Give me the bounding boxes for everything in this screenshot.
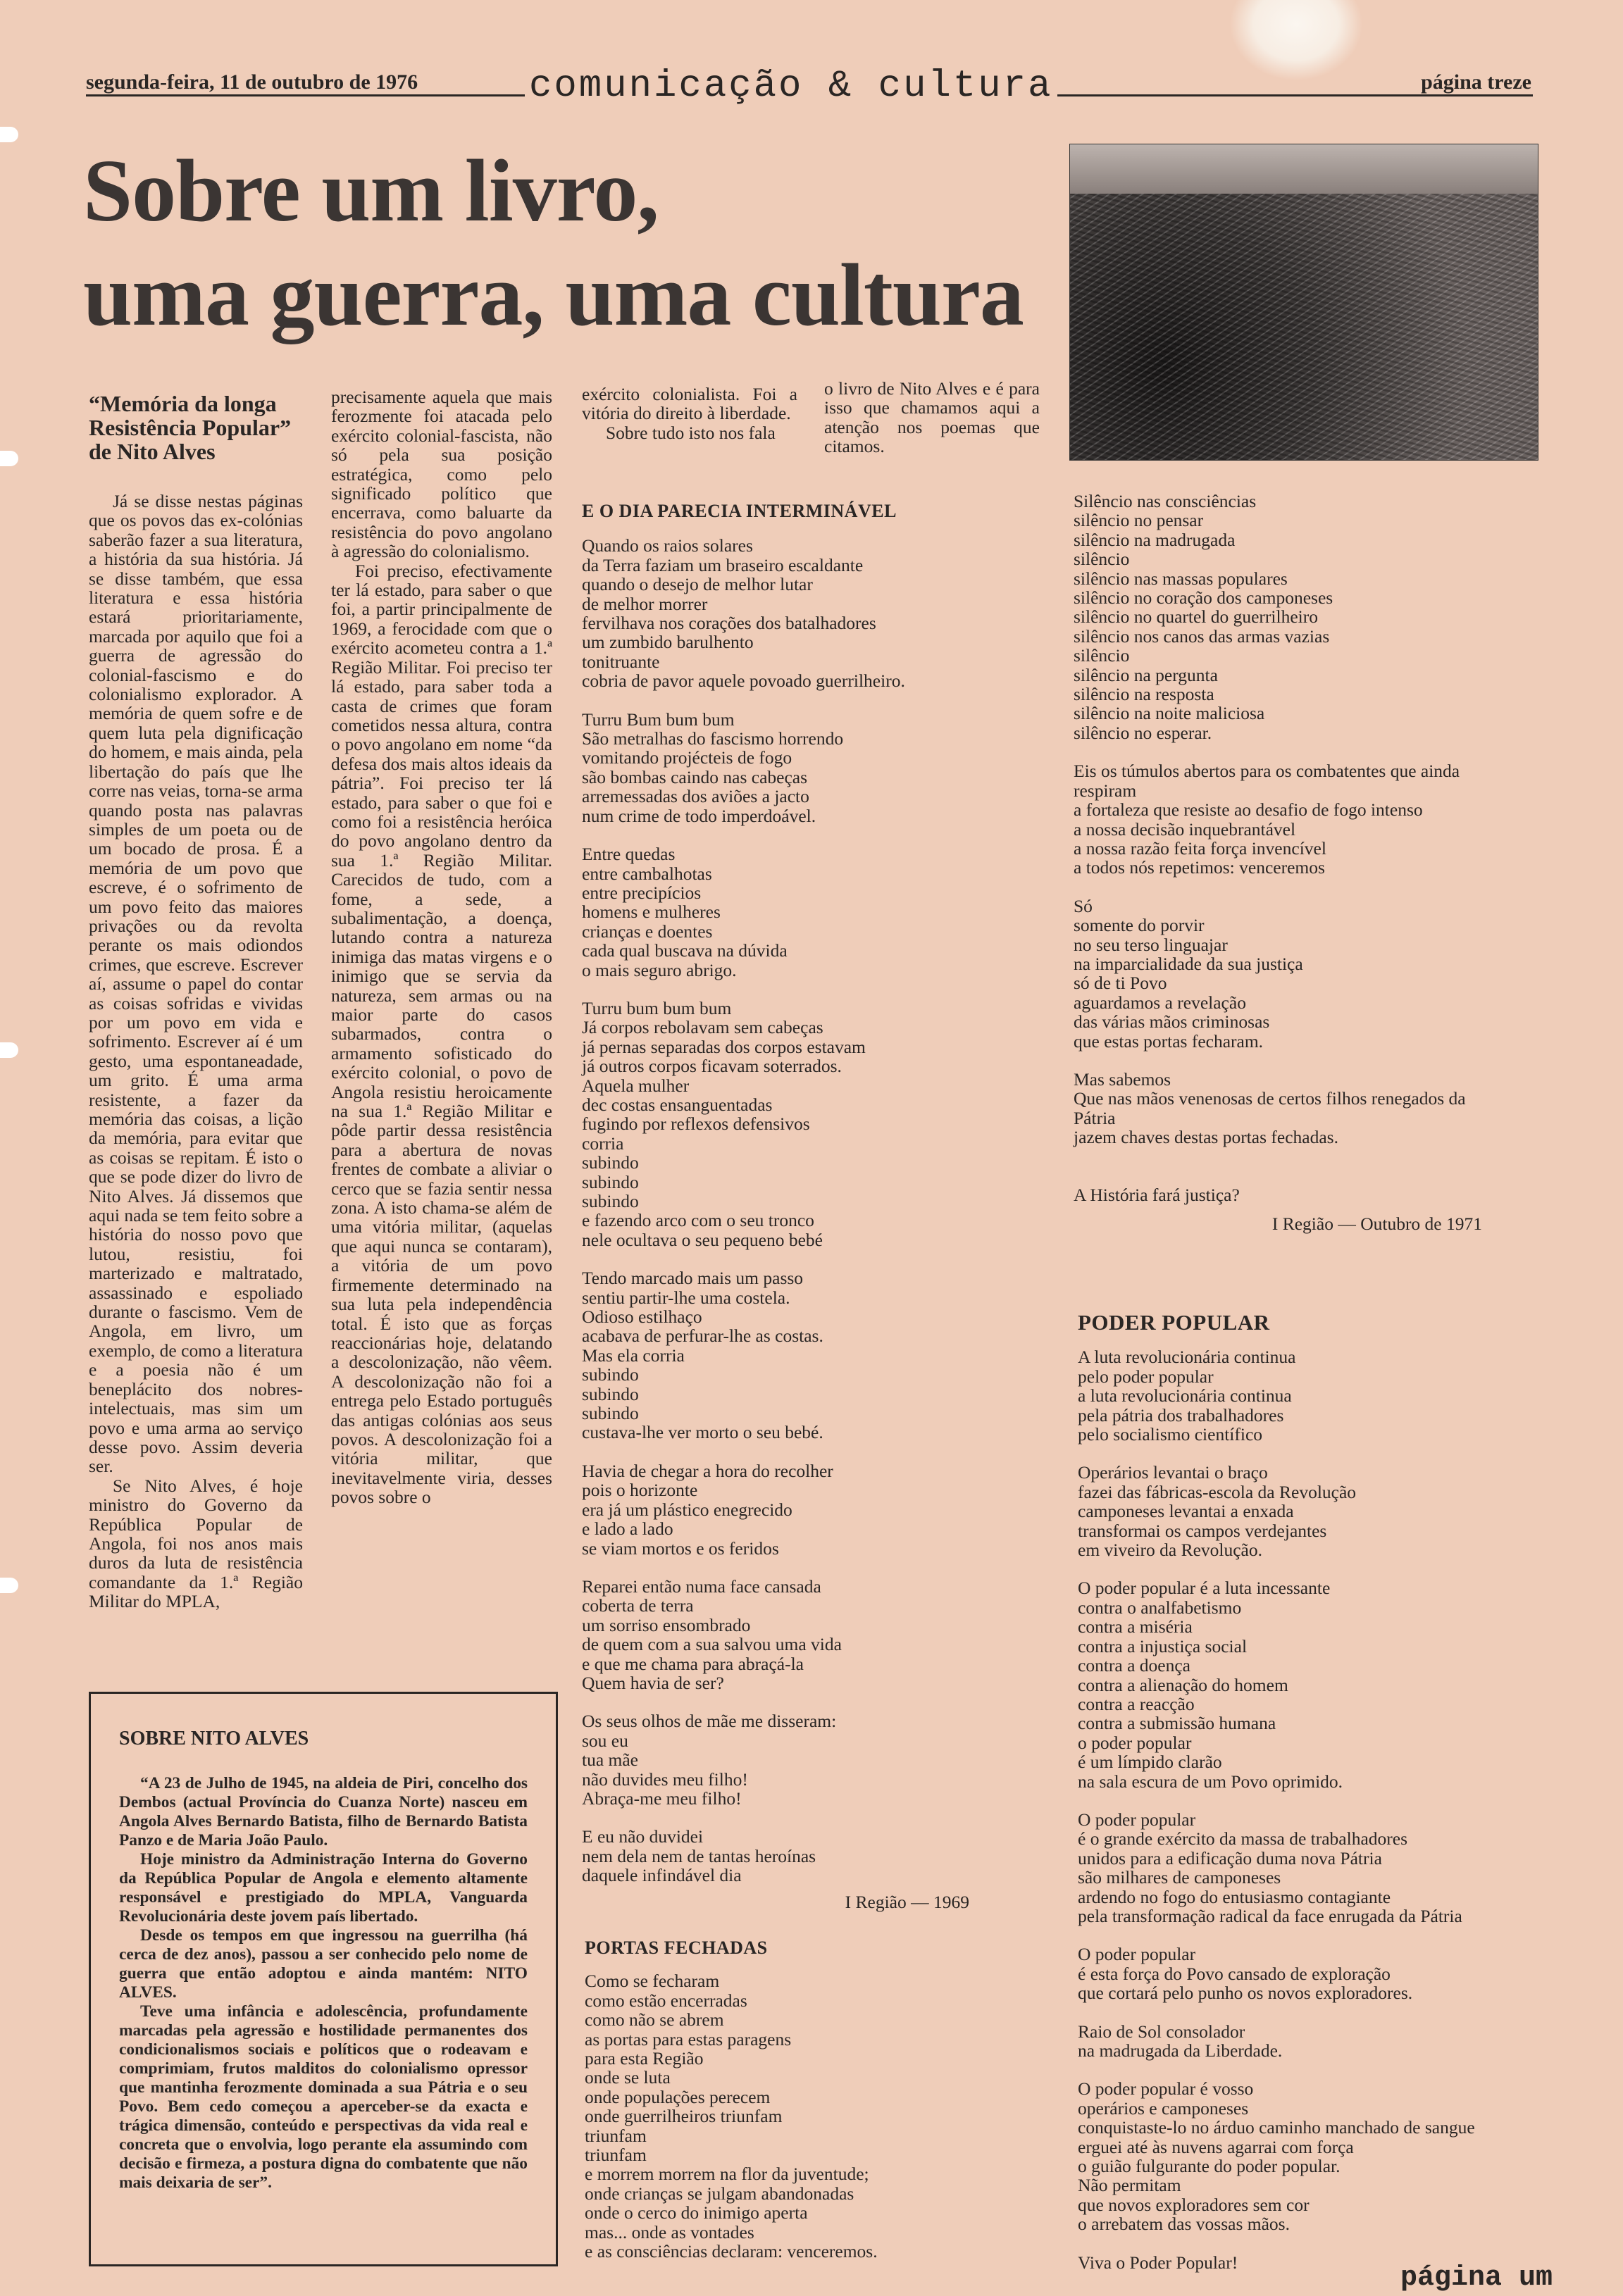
poem-line: já outros corpos ficavam soterrados. [582, 1056, 842, 1077]
poem-line: O poder popular [1078, 1944, 1196, 1965]
article-paragraph: o livro de Nito Alves e é para isso que chamamos aqui a atenção nos poemas que citamos. [824, 378, 1040, 457]
poem-line: nele ocultava o seu pequeno bebé [582, 1229, 823, 1250]
poem-line: Viva o Poder Popular! [1078, 2252, 1238, 2273]
section-title: comunicação & cultura [525, 65, 1057, 108]
poem-line: Turru bum bum bum [582, 997, 732, 1018]
poem-line: vomitando projécteis de fogo [582, 747, 792, 768]
poem-line: arremessadas dos aviões a jacto [582, 786, 809, 807]
poem-line: subindo [582, 1364, 639, 1385]
article-subtitle: “Memória da longa Resistência Popular” de Nito Alves [89, 391, 292, 464]
page-number: página treze [1421, 70, 1531, 94]
poem-body [1074, 492, 1538, 1147]
poem-line: O poder popular é a luta incessante [1078, 1578, 1331, 1599]
poem-line: já pernas separadas dos corpos estavam [582, 1036, 866, 1057]
article-column-2 [331, 387, 552, 1507]
poem-line: sou eu [582, 1730, 628, 1751]
poem-line: silêncio nos canos das armas vazias [1074, 625, 1330, 647]
poem-line: respiram [1074, 780, 1137, 801]
article-column-1 [89, 392, 303, 1611]
poem-line: contra o analfabetismo [1078, 1597, 1242, 1618]
poem-line: é esta força do Povo cansado de exploração [1078, 1963, 1391, 1984]
poem-line: dec costas ensanguentadas [582, 1094, 773, 1115]
poem-line: era já um plástico enegrecido [582, 1499, 792, 1520]
poem-line: e lado a lado [582, 1518, 673, 1540]
poem-line: de melhor morrer [582, 593, 708, 614]
poem-line: tonitruante [582, 651, 660, 672]
binder-hole [0, 451, 18, 466]
poem-line: subindo [582, 1403, 639, 1424]
poem-silencio [1074, 492, 1538, 1233]
binder-hole [0, 1042, 18, 1058]
poem-line: entre precipícios [582, 882, 702, 903]
poem-line: subindo [582, 1383, 639, 1404]
poem-line: Os seus olhos de mãe me disseram: [582, 1711, 837, 1732]
poem-line: contra a miséria [1078, 1616, 1193, 1637]
poem-closing: A História fará justiça? [1074, 1184, 1240, 1205]
poem-line: Mas sabemos [1074, 1068, 1171, 1090]
poem-line: Pátria [1074, 1107, 1116, 1128]
poem-line: tua mãe [582, 1749, 638, 1771]
poem-line: a nossa decisão inquebrantável [1074, 818, 1296, 840]
poem-line: daquele infindável dia [582, 1865, 742, 1886]
poem-line: aguardamos a revelação [1074, 992, 1246, 1013]
poem-line: fugindo por reflexos defensivos [582, 1113, 810, 1135]
article-paragraph: Se Nito Alves, é hoje ministro do Governo da República Popular de Angola, foi nos anos mais duros da luta de resistência comandante da 1.ª Região Militar do MPLA, [89, 1475, 303, 1612]
next-page-label: página um [1400, 2262, 1553, 2294]
poem-portas-fechadas [585, 1938, 1050, 2261]
poem-line: e morrem morrem na flor da juventude; [585, 2164, 869, 2185]
poem-line: ardendo no fogo do entusiasmo contagiante [1078, 1886, 1391, 1907]
poem-line: camponeses levantai a enxada [1078, 1501, 1294, 1522]
poem-line: Aquela mulher [582, 1075, 690, 1096]
poem-line: silêncio na noite maliciosa [1074, 703, 1265, 724]
poem-line: o guião fulgurante do poder popular. [1078, 2156, 1341, 2177]
poem-line: operários e camponeses [1078, 2097, 1249, 2119]
poem-line: silêncio no coração dos camponeses [1074, 587, 1333, 609]
poem-line: pelo socialismo científico [1078, 1424, 1263, 1445]
poem-line: onde crianças se julgam abandonadas [585, 2183, 854, 2204]
headline [83, 139, 1024, 348]
poem-signature: I Região — Outubro de 1971 [1271, 1213, 1482, 1234]
article-paragraph: precisamente aquela que mais ferozmente foi atacada pelo exército colonial-fascista, não só pela sua posição estratégica, como pelo significado político que encerrava, como baluarte da resistência do povo angolano à agressão do colonialismo. [331, 387, 552, 562]
poem-line: mas... onde as vontades [585, 2221, 754, 2242]
poem-line: A luta revolucionária continua [1078, 1347, 1296, 1368]
box-paragraph: “A 23 de Julho de 1945, na aldeia de Piri, concelho dos Dembos (actual Província do Cuanza Norte) nasceu em Angola Alves Bernardo Batista, filho de Bernardo Batista Panzo e de Maria João Paulo. [119, 1774, 528, 1849]
poem-line: Quando os raios solares [582, 535, 753, 556]
poem-line: não duvides meu filho! [582, 1768, 748, 1790]
poem-line: onde o cerco do inimigo aperta [585, 2202, 808, 2223]
poem-line: coberta de terra [582, 1595, 694, 1616]
headline-line-1: Sobre um livro, [83, 142, 659, 240]
poem-line: que cortará pelo punho os novos exploradores. [1078, 1983, 1413, 2004]
article-paragraph: Sobre tudo isto nos fala [606, 422, 776, 443]
poem-line: Já corpos rebolavam sem cabeças [582, 1017, 823, 1038]
poem-line: nem dela nem de tantas heroínas [582, 1845, 816, 1866]
issue-date: segunda-feira, 11 de outubro de 1976 [86, 70, 418, 94]
poem-line: só de ti Povo [1074, 973, 1167, 994]
poem-line: são milhares de camponeses [1078, 1867, 1281, 1888]
poem-line: O poder popular é vosso [1078, 2078, 1254, 2100]
poem-line: contra a alienação do homem [1078, 1674, 1288, 1695]
poem-line: a todos nós repetimos: venceremos [1074, 857, 1325, 878]
poem-line: no seu terso linguajar [1074, 934, 1228, 955]
poem-line: jazem chaves destas portas fechadas. [1074, 1127, 1338, 1148]
poem-line: se viam mortos e os feridos [582, 1537, 779, 1559]
poem-poder-popular [1078, 1310, 1543, 2273]
poem-dia-interminavel [582, 501, 1047, 1911]
headline-line-2: uma guerra, uma cultura [83, 247, 1024, 344]
poem-line: Raio de Sol consolador [1078, 2021, 1245, 2042]
poem-line: a fortaleza que resiste ao desafio de fogo intenso [1074, 799, 1423, 821]
poem-line: onde populações perecem [585, 2086, 771, 2107]
poem-line: é um límpido clarão [1078, 1752, 1222, 1773]
poem-line: pelo poder popular [1078, 1366, 1214, 1387]
poem-line: que estas portas fecharam. [1074, 1030, 1264, 1052]
poem-line: sentiu partir-lhe uma costela. [582, 1287, 790, 1308]
article-paragraph: Já se disse nestas páginas que os povos das ex-colónias saberão fazer a sua literatura, a história da sua história. Já se disse também, que essa literatura e essa história estará prioritariamente, marcada por aquilo que foi a guerra de agressão do colonial-fascismo e do colonialismo explorador. A memória de quem sofre e de quem luta pela dignificação do homem, e mais ainda, pela libertação do país que lhe corre nas veias, torna-se arma quando posta nas palavras simples de um poeta ou de um bocado de prosa. É a memória de um povo que escreve, é o sofrimento de um povo feito das maiores privações ou da revolta perante os mais odiondos crimes, que escreve. Escrever aí, assume o papel do contar as coisas sofridas e vividas por um povo em vida e sofrimento. Escrever aí é um gesto, uma espontaneadade, um grito. É uma arma resistente, a fazer da memória das coisas, a lição da memória, para evitar que as coisas se repitam. É isto o que se pode dizer do livro de Nito Alves. Já dissemos que aqui nada se tem feito sobre a história do nosso povo que lutou, resistiu, foi marterizado e maltratado, assassinado e espoliado durante o fascismo. Vem de Angola, em livro, um exemplo, de como a literatura e a poesia não é um beneplácito dos nobres-intelectuais, mas sim um povo e uma arma ao serviço desse povo. Assim deveria ser. [89, 491, 303, 1477]
binder-hole [0, 1578, 18, 1593]
poem-signature: I Região — 1969 [845, 1891, 969, 1912]
poem-line: um zumbido barulhento [582, 632, 754, 653]
poem-line: cobria de pavor aquele povoado guerrilheiro. [582, 670, 905, 692]
poem-line: contra a reacção [1078, 1693, 1195, 1714]
poem-line: E eu não duvidei [582, 1826, 704, 1847]
poem-line: Odioso estilhaço [582, 1306, 702, 1328]
poem-line: na madrugada da Liberdade. [1078, 2040, 1283, 2061]
poem-line: Operários levantai o braço [1078, 1462, 1268, 1483]
poem-line: somente do porvir [1074, 915, 1205, 936]
poem-line: na imparcialidade da sua justiça [1074, 953, 1303, 974]
poem-line: Tendo marcado mais um passo [582, 1268, 804, 1289]
poem-title: PODER POPULAR [1078, 1310, 1270, 1335]
poem-line: Eis os túmulos abertos para os combatentes que ainda [1074, 761, 1460, 782]
poem-line: pela transformação radical da face enrugada da Pátria [1078, 1905, 1462, 1926]
poem-line: e que me chama para abraçá-la [582, 1653, 804, 1674]
poem-line: entre cambalhotas [582, 863, 712, 884]
poem-line: na sala escura de um Povo oprimido. [1078, 1771, 1343, 1792]
poem-line: corria [582, 1133, 624, 1154]
poem-line: silêncio na resposta [1074, 684, 1214, 705]
poem-line: unidos para a edificação duma nova Pátria [1078, 1847, 1382, 1868]
poem-title: PORTAS FECHADAS [585, 1938, 768, 1958]
poem-line: Abraça-me meu filho! [582, 1787, 742, 1809]
poem-line: o poder popular [1078, 1732, 1192, 1753]
poem-body [585, 1971, 1050, 2261]
poem-line: cada qual buscava na dúvida [582, 940, 788, 961]
poem-line: num crime de todo imperdoável. [582, 805, 816, 826]
poem-line: O poder popular [1078, 1809, 1196, 1830]
poem-line: a luta revolucionária continua [1078, 1385, 1292, 1406]
poem-line: onde guerrilheiros triunfam [585, 2106, 783, 2127]
poem-line: erguei até às nuvens agarrai com força [1078, 2136, 1354, 2157]
poem-line: Entre quedas [582, 844, 676, 865]
poem-line: silêncio na pergunta [1074, 664, 1218, 685]
poem-line: como estão encerradas [585, 1990, 747, 2011]
poem-line: contra a injustiça social [1078, 1635, 1248, 1657]
bio-box [89, 1692, 558, 2266]
poem-line: contra a doença [1078, 1655, 1190, 1676]
poem-line: que novos exploradores sem cor [1078, 2194, 1310, 2215]
article-paragraph: Foi preciso, efectivamente ter lá estado, para saber o que foi, a partir principalmente de 1969, a ferocidade com que o exército acometeu contra a 1.ª Região Militar. Foi preciso ter lá estado, para saber toda a casta de crimes que foram cometidos nessa altura, contra o povo angolano em nome “da defesa dos mais altos ideais da pátria”. Foi preciso ter lá estado, para saber o que foi e como foi a resistência heróica do povo angolano dentro da sua 1.ª Região Militar. Carecidos de tudo, com a fome, a sede, a subalimentação, a doença, lutando contra a natureza inimiga das matas virgens e o inimigo que se servia da natureza, sem armas ou na maior parte do casos subarmados, contra o armamento sofisticado do exército colonial, o povo de Angola resistiu heroicamente na sua 1.ª Região Militar e pôde partir dessa resistência para a abertura de novas frentes de combate a aliviar o cerco que se fazia sentir nessa zona. A isto chama-se além de uma vitória militar, (aquelas que aqui nunca se contaram), a vitória de um povo firmemente determinado na sua luta pela independência total. É isto que as forças reaccionárias hoje, delatando a descolonização, não vêem. A descolonização não foi a entrega pelo Estado português das antigas colónias aos seus povos. A descolonização foi a vitória militar, que inevitavelmente viria, desses povos sobre o [331, 560, 552, 1508]
binder-hole [0, 127, 18, 142]
paper-stain [1229, 0, 1363, 81]
poem-line: da Terra faziam um braseiro escaldante [582, 554, 864, 575]
poem-line: e as consciências declaram: venceremos. [585, 2241, 878, 2262]
poem-line: das várias mãos criminosas [1074, 1011, 1270, 1032]
box-paragraph: Desde os tempos em que ingressou na guerrilha (há cerca de dez anos), passou a ser conhecido pelo nome de guerra que então adoptou e ainda mantém: NITO ALVES. [119, 1926, 528, 2002]
poem-line: Reparei então numa face cansada [582, 1576, 821, 1597]
poem-line: o mais seguro abrigo. [582, 959, 737, 980]
poem-line: conquistaste-lo no árduo caminho manchado de sangue [1078, 2117, 1475, 2138]
poem-line: crianças e doentes [582, 921, 713, 942]
poem-line: acabava de perfurar-lhe as costas. [582, 1325, 823, 1347]
poem-line: triunfam [585, 2145, 647, 2166]
poem-line: subindo [582, 1152, 639, 1173]
poem-line: Quem havia de ser? [582, 1672, 724, 1693]
poem-line: de quem com a sua salvou uma vida [582, 1634, 842, 1655]
poem-line: subindo [582, 1171, 639, 1192]
poem-line: a nossa razão feita força invencível [1074, 837, 1326, 859]
poem-line: é o grande exército da massa de trabalhadores [1078, 1828, 1407, 1849]
poem-body [1078, 1347, 1543, 2272]
poem-line: Silêncio nas consciências [1074, 491, 1257, 511]
poem-line: Não permitam [1078, 2175, 1181, 2196]
article-column-3 [582, 385, 797, 442]
poem-line: custava-lhe ver morto o seu bebé. [582, 1422, 823, 1443]
poem-line: Como se fecharam [585, 1971, 720, 1992]
article-paragraph: exército colonialista. Foi a vitória do direito à liberdade. [582, 384, 797, 424]
poem-line: quando o desejo de melhor lutar [582, 574, 813, 595]
poem-line: transformai os campos verdejantes [1078, 1520, 1327, 1541]
poem-line: São metralhas do fascismo horrendo [582, 728, 844, 749]
poem-line: homens e mulheres [582, 901, 721, 923]
poem-title: E O DIA PARECIA INTERMINÁVEL [582, 501, 897, 521]
poem-line: fervilhava nos corações dos batalhadores [582, 613, 876, 634]
poem-line: Só [1074, 895, 1093, 916]
poem-line: silêncio nas massas populares [1074, 568, 1288, 589]
poem-line: as portas para estas paragens [585, 2028, 792, 2049]
poem-line: subindo [582, 1191, 639, 1211]
poem-line: para esta Região [585, 2048, 704, 2069]
poem-line: silêncio no esperar. [1074, 722, 1212, 743]
poem-line: silêncio no pensar [1074, 510, 1204, 531]
box-paragraph: Teve uma infância e adolescência, profundamente marcadas pela agressão e hostilidade permanentes dos condicionalismos sociais e políticos que o rodeavam e comprimiam, frutos malditos do colonialismo opressor que mantinha ferozmente dominada a sua Pátria e o seu Povo. Bem cedo começou a aperceber-se da exacta e trágica dimensão, conteúdo e perspectivas da vida real e concreta que o envolvia, logo perante ela assumindo com decisão e firmeza, a postura digna do combatente que não mais deixaria de ser”. [119, 2002, 528, 2192]
poem-line: silêncio no quartel do guerrilheiro [1074, 606, 1318, 628]
poem-line: um sorriso ensombrado [582, 1614, 751, 1635]
poem-line: como não se abrem [585, 2009, 724, 2030]
poem-line: pois o horizonte [582, 1480, 698, 1501]
poem-line: Mas ela corria [582, 1344, 685, 1366]
poem-body [582, 536, 1047, 1885]
poem-line: triunfam [585, 2125, 647, 2146]
poem-line: silêncio [1074, 645, 1130, 666]
poem-line: silêncio na madrugada [1074, 529, 1236, 550]
poem-line: silêncio [1074, 549, 1130, 570]
poem-line: pela pátria dos trabalhadores [1078, 1404, 1284, 1425]
poem-line: fazei das fábricas-escola da Revolução [1078, 1481, 1357, 1502]
poem-line: Havia de chegar a hora do recolher [582, 1460, 833, 1481]
poem-line: onde se luta [585, 2067, 671, 2088]
poem-line: o arrebatem das vossas mãos. [1078, 2214, 1290, 2235]
box-title: SOBRE NITO ALVES [119, 1728, 309, 1749]
box-paragraph: Hoje ministro da Administração Interna do Governo da República Popular de Angola e elemento altamente responsável e prestigiado do MPLA, Vanguarda Revolucionária deste jovem país libertado. [119, 1850, 528, 1926]
article-column-4 [824, 379, 1040, 456]
poem-line: Que nas mãos venenosas de certos filhos renegados da [1074, 1088, 1466, 1109]
poem-line: e fazendo arco com o seu tronco [582, 1210, 814, 1231]
poem-line: em viveiro da Revolução. [1078, 1540, 1262, 1561]
poem-line: Turru Bum bum bum [582, 709, 735, 730]
poem-line: são bombas caindo nas cabeças [582, 766, 808, 787]
crowd-photo [1069, 144, 1538, 461]
poem-line: contra a submissão humana [1078, 1713, 1276, 1734]
